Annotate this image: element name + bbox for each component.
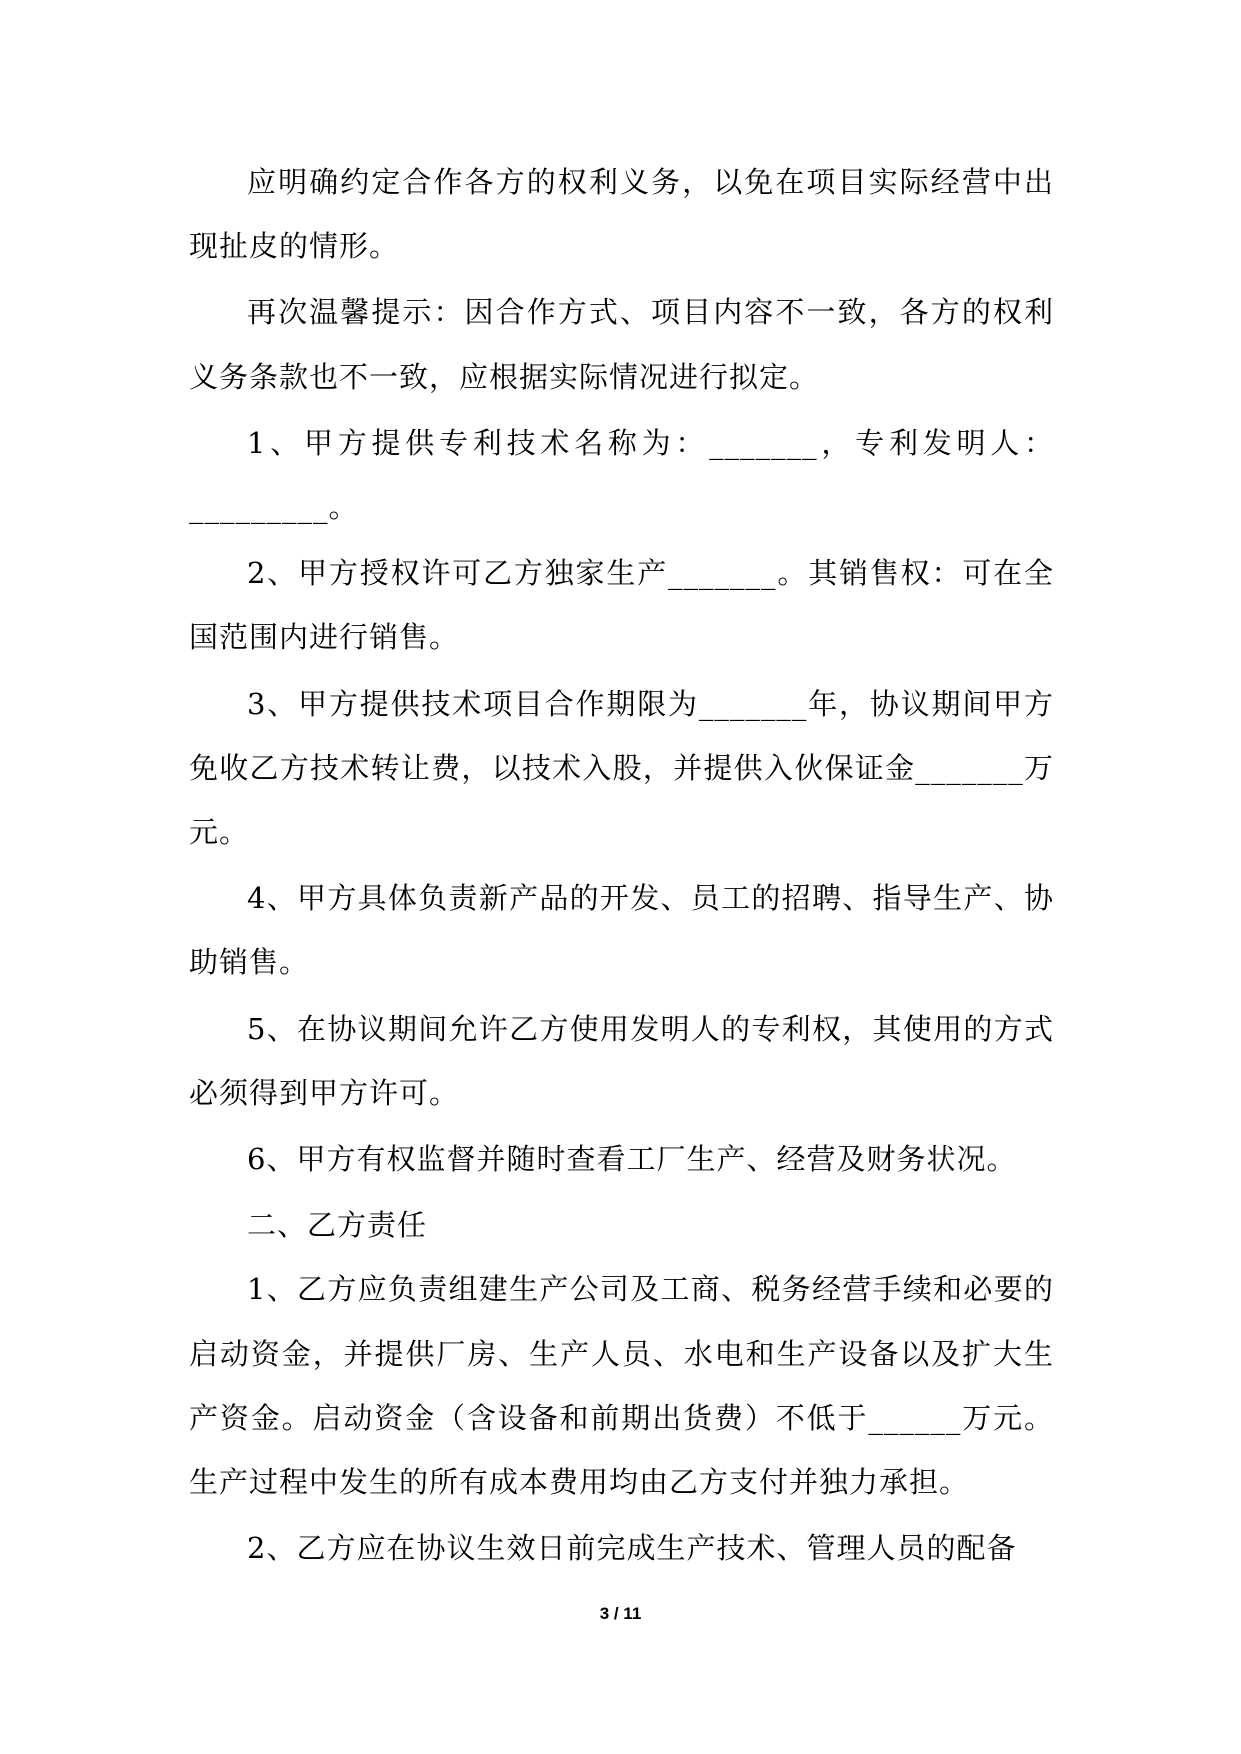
party-b-clause-1: 1、乙方应负责组建生产公司及工商、税务经营手续和必要的启动资金，并提供厂房、生产人员、水电和生产设备以及扩大生产资金。启动资金（含设备和前期出货费）不低于______万元。生产过程中发生的所有成本费用均由乙方支付并独力承担。 [189, 1272, 1054, 1500]
clause-6-supervision: 6、甲方有权监督并随时查看工厂生产、经营及财务状况。 [247, 1142, 1017, 1177]
clause-5-patent-use: 5、在协议期间允许乙方使用发明人的专利权，其使用的方式必须得到甲方许可。 [189, 1011, 1054, 1110]
page-number: 3 / 11 [599, 1604, 642, 1623]
clause-2-exclusive-production: 2、甲方授权许可乙方独家生产_______。其销售权：可在全国范围内进行销售。 [189, 556, 1054, 655]
section-heading-party-b: 二、乙方责任 [247, 1208, 428, 1243]
document-body [189, 150, 1054, 1582]
clause-4-responsibilities: 4、甲方具体负责新产品的开发、员工的招聘、指导生产、协助销售。 [189, 881, 1054, 980]
clause-3-cooperation-term: 3、甲方提供技术项目合作期限为_______年，协议期间甲方免收乙方技术转让费，以技术入股，并提供入伙保证金_______万元。 [189, 686, 1054, 850]
clause-1-patent-name: 1、甲方提供专利技术名称为：_______，专利发明人：_________。 [189, 425, 1054, 525]
party-b-clause-2: 2、乙方应在协议生效日前完成生产技术、管理人员的配备 [247, 1531, 1017, 1566]
paragraph-reminder: 再次温馨提示：因合作方式、项目内容不一致，各方的权利义务条款也不一致，应根据实际情况进行拟定。 [189, 295, 1054, 394]
paragraph-rights-obligations: 应明确约定合作各方的权利义务，以免在项目实际经营中出现扯皮的情形。 [189, 165, 1054, 264]
